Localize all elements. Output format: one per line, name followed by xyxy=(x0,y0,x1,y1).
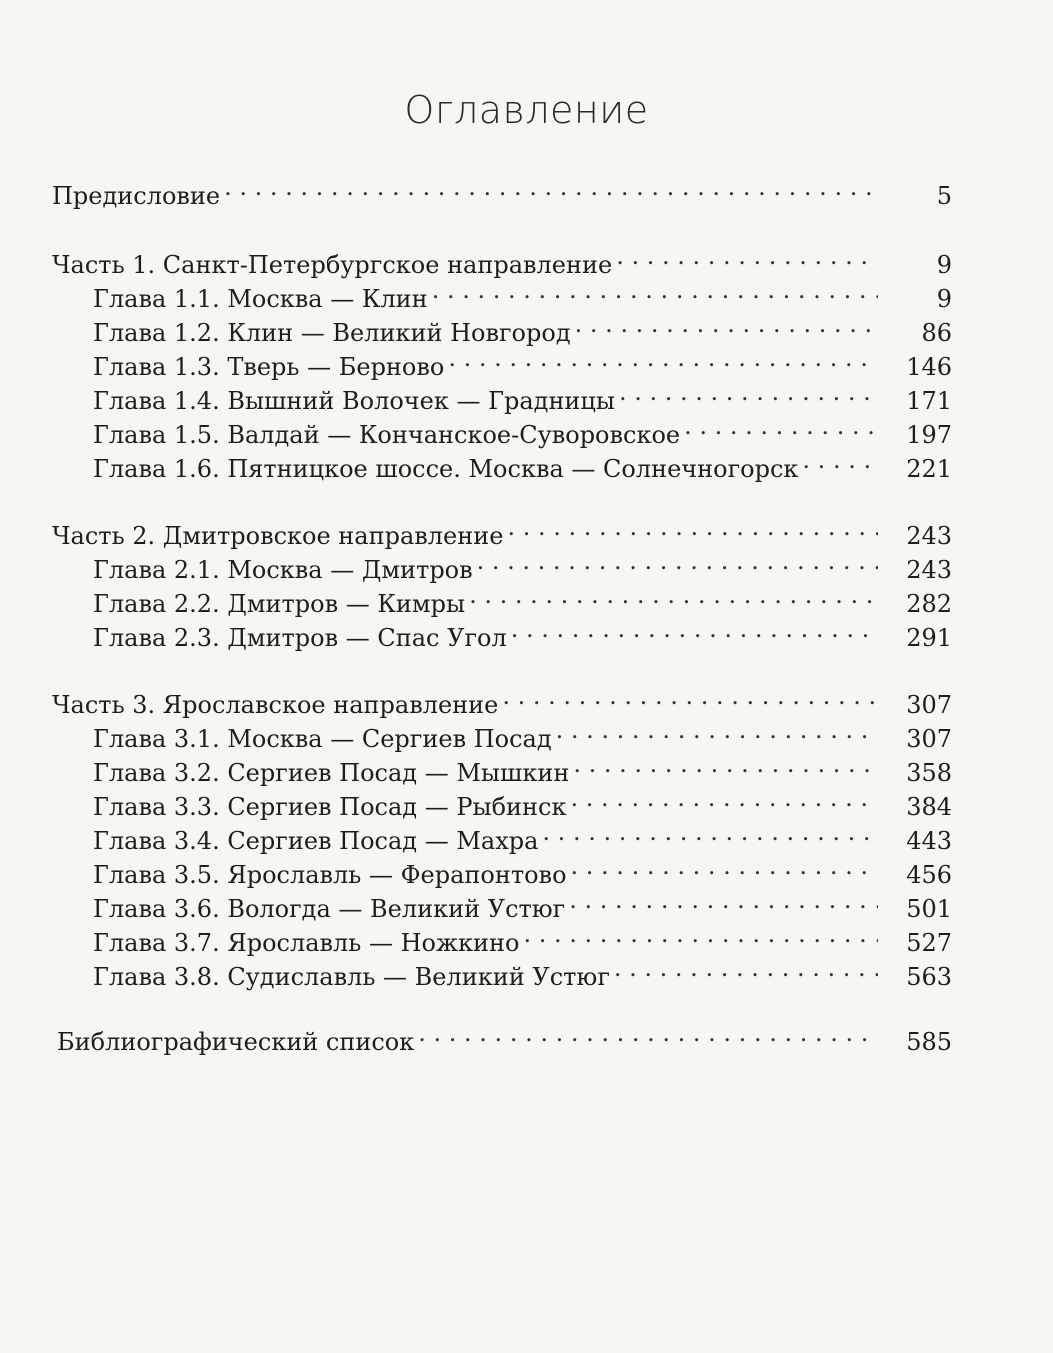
toc-entry-page: 358 xyxy=(906,759,952,787)
toc-entry-label: Глава 1.6. Пятницкое шоссе. Москва — Солнечногорск xyxy=(93,455,799,483)
toc-entry-page: 5 xyxy=(936,182,952,210)
toc-entry-label: Глава 1.1. Москва — Клин xyxy=(93,285,428,313)
toc-entry-label: Глава 1.3. Тверь — Берново xyxy=(93,353,445,381)
toc-entry-page: 86 xyxy=(921,319,952,347)
toc-entry-chapter-3-6[interactable] xyxy=(93,883,952,923)
toc-entry-label: Глава 3.6. Вологда — Великий Устюг xyxy=(93,895,566,923)
toc-entry-page: 9 xyxy=(936,285,952,313)
toc-leader-dots xyxy=(684,409,878,443)
toc-entry-chapter-2-3[interactable] xyxy=(93,612,952,652)
toc-entry-page: 527 xyxy=(906,929,952,957)
toc-entry-chapter-2-1[interactable] xyxy=(93,544,952,584)
toc-entry-label: Библиографический список xyxy=(57,1028,415,1056)
toc-leader-dots xyxy=(619,375,878,409)
toc-entry-label: Часть 2. Дмитровское направление xyxy=(52,522,504,550)
toc-entry-label: Глава 2.2. Дмитров — Кимры xyxy=(93,590,466,618)
toc-entry-label: Глава 3.4. Сергиев Посад — Махра xyxy=(93,827,539,855)
toc-entry-chapter-3-3[interactable] xyxy=(93,781,952,821)
toc-entry-label: Часть 1. Санкт-Петербургское направление xyxy=(52,251,613,279)
toc-entry-chapter-3-2[interactable] xyxy=(93,747,952,787)
toc-leader-dots xyxy=(432,273,878,307)
toc-entry-page: 384 xyxy=(906,793,952,821)
toc-entry-label: Предисловие xyxy=(52,182,221,210)
toc-entry-chapter-1-2[interactable] xyxy=(93,307,952,347)
toc-leader-dots xyxy=(507,510,878,544)
toc-entry-page: 307 xyxy=(906,691,952,719)
toc-leader-dots xyxy=(616,239,878,273)
toc-leader-dots xyxy=(575,307,878,341)
toc-entry-page: 197 xyxy=(906,421,952,449)
toc-entry-chapter-1-1[interactable] xyxy=(93,273,952,313)
toc-entry-chapter-1-3[interactable] xyxy=(93,341,952,381)
toc-entry-chapter-1-4[interactable] xyxy=(93,375,952,415)
toc-leader-dots xyxy=(524,917,879,951)
toc-entry-chapter-3-1[interactable] xyxy=(93,713,952,753)
toc-entry-page: 243 xyxy=(906,556,952,584)
toc-leader-dots xyxy=(573,747,878,781)
toc-leader-dots xyxy=(556,713,878,747)
toc-entry-page: 563 xyxy=(906,963,952,991)
toc-entry-page: 282 xyxy=(906,590,952,618)
toc-entry-page: 456 xyxy=(906,861,952,889)
toc-entry-page: 291 xyxy=(906,624,952,652)
toc-entry-page: 146 xyxy=(906,353,952,381)
toc-entry-label: Глава 3.5. Ярославль — Ферапонтово xyxy=(93,861,567,889)
toc-entry-chapter-3-4[interactable] xyxy=(93,815,952,855)
toc-entry-label: Глава 3.1. Москва — Сергиев Посад xyxy=(93,725,552,753)
toc-leader-dots xyxy=(570,781,878,815)
toc-leader-dots xyxy=(569,883,878,917)
toc-entry-label: Глава 3.2. Сергиев Посад — Мышкин xyxy=(93,759,570,787)
toc-entry-page: 171 xyxy=(906,387,952,415)
toc-entry-page: 307 xyxy=(906,725,952,753)
toc-entry-page: 243 xyxy=(906,522,952,550)
toc-leader-dots xyxy=(224,170,878,204)
toc-entry-part-2[interactable] xyxy=(52,510,952,550)
toc-entry-chapter-1-6[interactable] xyxy=(93,443,952,483)
toc-entry-label: Глава 3.3. Сергиев Посад — Рыбинск xyxy=(93,793,567,821)
toc-entry-label: Глава 1.2. Клин — Великий Новгород xyxy=(93,319,571,347)
toc-leader-dots xyxy=(418,1016,878,1050)
toc-entry-label: Глава 3.7. Ярославль — Ножкино xyxy=(93,929,520,957)
toc-leader-dots xyxy=(477,544,878,578)
toc-entry-preface[interactable] xyxy=(52,170,952,210)
toc-leader-dots xyxy=(469,578,878,612)
toc-leader-dots xyxy=(502,679,878,713)
toc-entry-page: 443 xyxy=(906,827,952,855)
toc-entry-bibliography[interactable] xyxy=(57,1016,952,1056)
toc-entry-page: 501 xyxy=(906,895,952,923)
toc-entry-label: Глава 1.5. Валдай — Кончанское-Суворовское xyxy=(93,421,681,449)
toc-entry-label: Часть 3. Ярославское направление xyxy=(52,691,499,719)
toc-entry-page: 9 xyxy=(936,251,952,279)
toc-leader-dots xyxy=(614,951,878,985)
toc-entry-part-3[interactable] xyxy=(52,679,952,719)
toc-entry-chapter-3-7[interactable] xyxy=(93,917,952,957)
toc-entry-chapter-3-8[interactable] xyxy=(93,951,952,991)
toc-leader-dots xyxy=(571,849,878,883)
toc-leader-dots xyxy=(542,815,878,849)
toc-leader-dots xyxy=(802,443,878,477)
toc-entry-chapter-1-5[interactable] xyxy=(93,409,952,449)
toc-entry-part-1[interactable] xyxy=(52,239,952,279)
toc-entry-page: 585 xyxy=(906,1028,952,1056)
toc-leader-dots xyxy=(448,341,878,375)
page-title: Оглавление xyxy=(404,88,649,132)
toc-leader-dots xyxy=(511,612,878,646)
toc-entry-label: Глава 3.8. Судиславль — Великий Устюг xyxy=(93,963,610,991)
toc-entry-label: Глава 2.3. Дмитров — Спас Угол xyxy=(93,624,507,652)
toc-entry-page: 221 xyxy=(906,455,952,483)
toc-entry-chapter-2-2[interactable] xyxy=(93,578,952,618)
toc-entry-label: Глава 1.4. Вышний Волочек — Градницы xyxy=(93,387,615,415)
toc-entry-chapter-3-5[interactable] xyxy=(93,849,952,889)
toc-entry-label: Глава 2.1. Москва — Дмитров xyxy=(93,556,473,584)
